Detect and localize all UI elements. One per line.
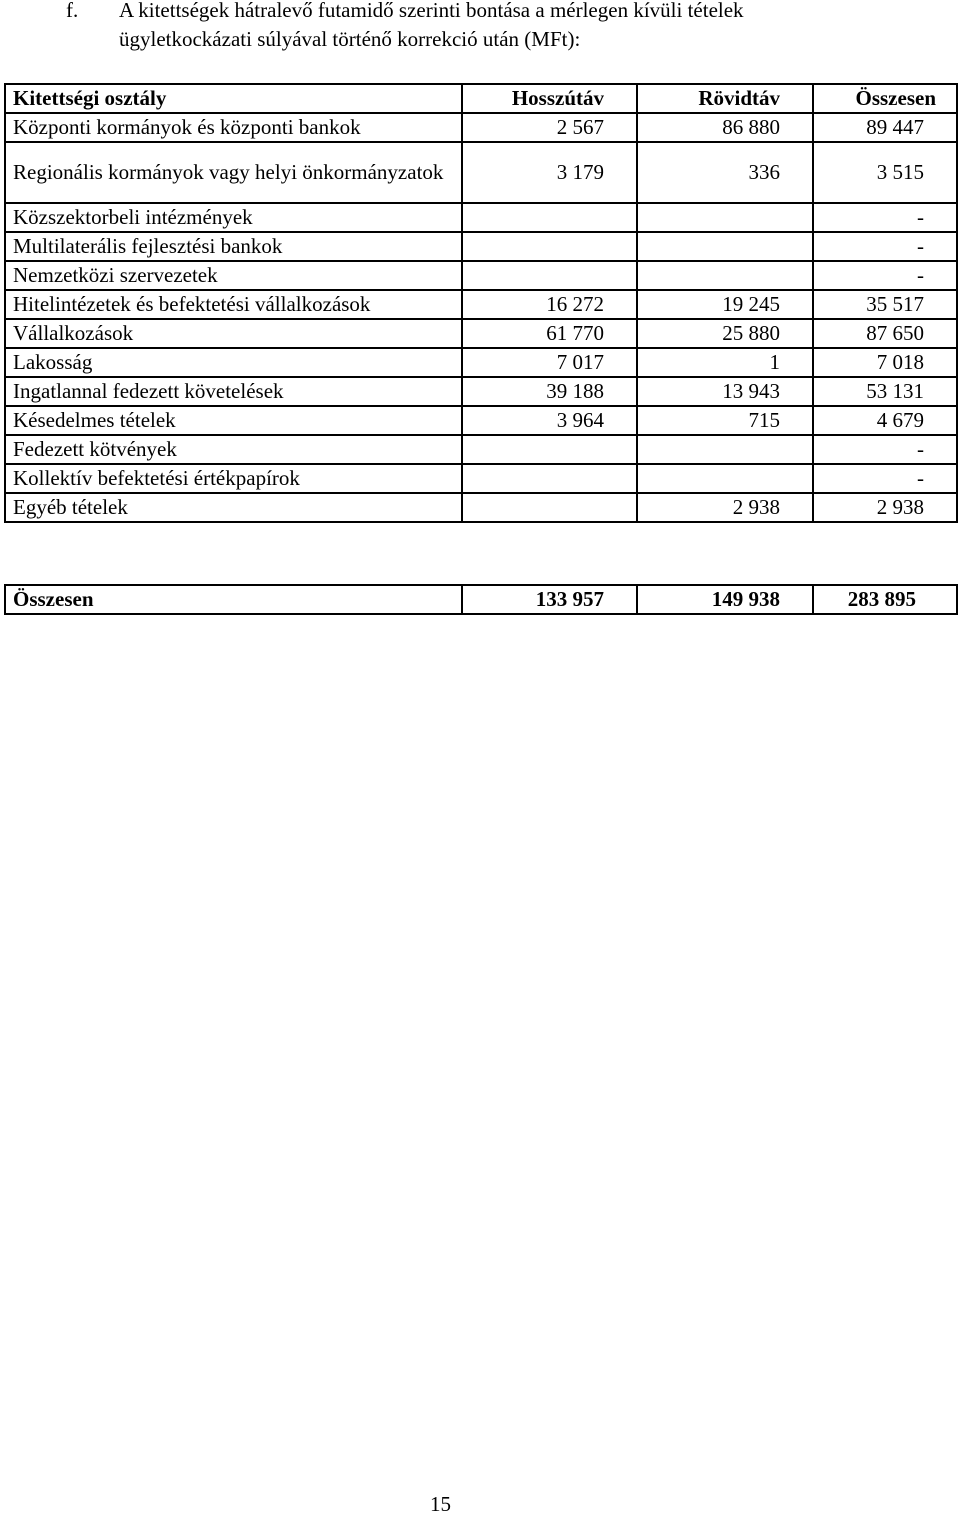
heading-line-1: A kitettségek hátralevő futamidő szerinti bontása a mérlegen kívüli tételek bbox=[119, 0, 744, 22]
cell-total: - bbox=[813, 261, 957, 290]
cell-long: 61 770 bbox=[462, 319, 637, 348]
table-row bbox=[5, 377, 957, 406]
heading-line-2: ügyletkockázati súlyával történő korrekció után (MFt): bbox=[119, 27, 581, 51]
row-label: Központi kormányok és központi bankok bbox=[5, 113, 462, 142]
table-row bbox=[5, 113, 957, 142]
cell-long bbox=[462, 261, 637, 290]
cell-total: - bbox=[813, 203, 957, 232]
cell-short bbox=[637, 464, 813, 493]
cell-long: 3 964 bbox=[462, 406, 637, 435]
table-row bbox=[5, 406, 957, 435]
table-row bbox=[5, 435, 957, 464]
row-label: Fedezett kötvények bbox=[5, 435, 462, 464]
total-table bbox=[4, 584, 958, 615]
cell-total: 7 018 bbox=[813, 348, 957, 377]
table-row bbox=[5, 319, 957, 348]
table-row bbox=[5, 493, 957, 522]
cell-short: 13 943 bbox=[637, 377, 813, 406]
column-header-total: Összesen bbox=[813, 84, 957, 113]
cell-short bbox=[637, 232, 813, 261]
page-number: 15 bbox=[430, 1492, 451, 1516]
table-row bbox=[5, 232, 957, 261]
cell-total: 3 515 bbox=[813, 142, 957, 203]
row-label: Kollektív befektetési értékpapírok bbox=[5, 464, 462, 493]
row-label: Ingatlannal fedezett követelések bbox=[5, 377, 462, 406]
table-header-row bbox=[5, 84, 957, 113]
table-row bbox=[5, 203, 957, 232]
table-row bbox=[5, 261, 957, 290]
row-label: Közszektorbeli intézmények bbox=[5, 203, 462, 232]
cell-total: - bbox=[813, 464, 957, 493]
cell-total: 4 679 bbox=[813, 406, 957, 435]
row-label: Regionális kormányok vagy helyi önkormányzatok bbox=[5, 142, 462, 203]
cell-short: 715 bbox=[637, 406, 813, 435]
cell-short bbox=[637, 435, 813, 464]
column-header-short: Rövidtáv bbox=[637, 84, 813, 113]
cell-short: 25 880 bbox=[637, 319, 813, 348]
cell-short: 19 245 bbox=[637, 290, 813, 319]
table-row bbox=[5, 348, 957, 377]
row-label: Késedelmes tételek bbox=[5, 406, 462, 435]
cell-long bbox=[462, 203, 637, 232]
row-label: Egyéb tételek bbox=[5, 493, 462, 522]
table-row bbox=[5, 464, 957, 493]
cell-short: 2 938 bbox=[637, 493, 813, 522]
total-row bbox=[5, 585, 957, 614]
cell-long bbox=[462, 464, 637, 493]
cell-total: 87 650 bbox=[813, 319, 957, 348]
row-label: Vállalkozások bbox=[5, 319, 462, 348]
cell-total: 89 447 bbox=[813, 113, 957, 142]
column-header-class: Kitettségi osztály bbox=[5, 84, 462, 113]
row-label: Nemzetközi szervezetek bbox=[5, 261, 462, 290]
cell-long: 16 272 bbox=[462, 290, 637, 319]
list-marker: f. bbox=[66, 0, 79, 22]
column-header-long: Hosszútáv bbox=[462, 84, 637, 113]
total-short: 149 938 bbox=[637, 585, 813, 614]
total-total: 283 895 bbox=[813, 585, 957, 614]
cell-total: 35 517 bbox=[813, 290, 957, 319]
cell-long: 2 567 bbox=[462, 113, 637, 142]
cell-long: 7 017 bbox=[462, 348, 637, 377]
cell-short: 1 bbox=[637, 348, 813, 377]
row-label: Hitelintézetek és befektetési vállalkozások bbox=[5, 290, 462, 319]
cell-short bbox=[637, 203, 813, 232]
cell-total: 53 131 bbox=[813, 377, 957, 406]
cell-long bbox=[462, 435, 637, 464]
total-label: Összesen bbox=[5, 585, 462, 614]
cell-short: 86 880 bbox=[637, 113, 813, 142]
row-label: Lakosság bbox=[5, 348, 462, 377]
cell-long: 3 179 bbox=[462, 142, 637, 203]
table-row bbox=[5, 142, 957, 203]
cell-total: - bbox=[813, 435, 957, 464]
cell-total: 2 938 bbox=[813, 493, 957, 522]
total-long: 133 957 bbox=[462, 585, 637, 614]
cell-short: 336 bbox=[637, 142, 813, 203]
cell-total: - bbox=[813, 232, 957, 261]
cell-long bbox=[462, 493, 637, 522]
table-row bbox=[5, 290, 957, 319]
row-label: Multilaterális fejlesztési bankok bbox=[5, 232, 462, 261]
cell-long: 39 188 bbox=[462, 377, 637, 406]
cell-short bbox=[637, 261, 813, 290]
cell-long bbox=[462, 232, 637, 261]
exposure-table bbox=[4, 83, 958, 523]
